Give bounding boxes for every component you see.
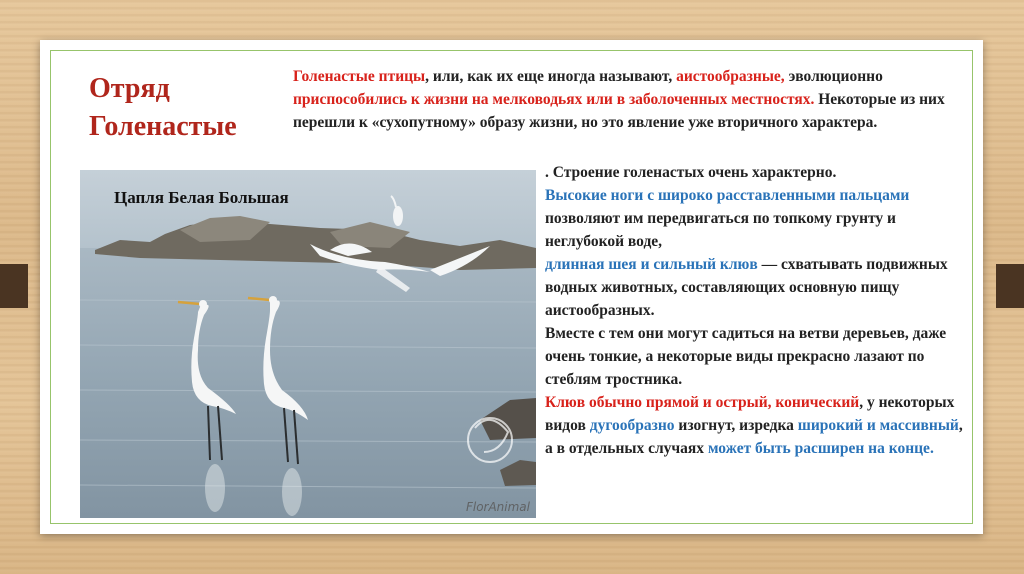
watermark-text: FlorAnimal — [465, 500, 530, 514]
intro-text-3: Некоторые из них перешли к «сухопутному» образу жизни, но это явление уже вторичного характера. — [293, 91, 945, 131]
intro-text-2: эволюционно — [784, 68, 883, 85]
intro-paragraph — [293, 65, 965, 134]
heron-photo — [80, 170, 536, 518]
body-wide: широкий и массивный — [797, 417, 959, 434]
intro-habitat: приспособились к жизни на мелководьях или в заболоченных местностях. — [293, 91, 815, 108]
body-widened: может быть расширен на конце. — [707, 440, 934, 457]
body-text-7: , а в отдельных случаях — [545, 417, 963, 457]
photo-caption: Цапля Белая Большая — [114, 188, 289, 207]
left-edge-strip — [0, 264, 28, 308]
heron-illustration — [80, 170, 536, 518]
body-legs: Высокие ноги с широко расставленными пальцами — [545, 187, 910, 204]
intro-term-2: аистообразные, — [676, 68, 785, 85]
structure-paragraph — [545, 161, 965, 460]
body-text-4: Вместе с тем они могут садиться на ветви деревьев, даже очень тонкие, а некоторые виды прекрасно лазают по стеблям тростника. — [545, 325, 947, 388]
slide-title — [89, 70, 289, 146]
body-neck-beak: длинная шея и сильный клюв — [545, 256, 758, 273]
body-beak: Клюв обычно прямой и острый, конический — [545, 394, 860, 411]
right-edge-strip — [996, 264, 1024, 308]
body-text-1: . Строение голенастых очень характерно. — [545, 164, 837, 181]
body-text-6: изогнут, изредка — [674, 417, 798, 434]
title-line-2: Голенастые — [89, 111, 237, 142]
body-text-5: , у некоторых видов — [545, 394, 955, 434]
body-text-3: — схватывать подвижных водных животных, составляющих основную пищу аистообразных. — [545, 256, 948, 319]
slide-card — [40, 40, 983, 534]
body-arched: дугообразно — [589, 417, 675, 434]
title-line-1: Отряд — [89, 73, 170, 104]
intro-term: Голенастые птицы — [293, 68, 426, 85]
body-text-2: позволяют им передвигаться по топкому грунту и неглубокой воде, — [545, 210, 896, 250]
intro-text-1: , или, как их еще иногда называют, — [425, 68, 677, 85]
